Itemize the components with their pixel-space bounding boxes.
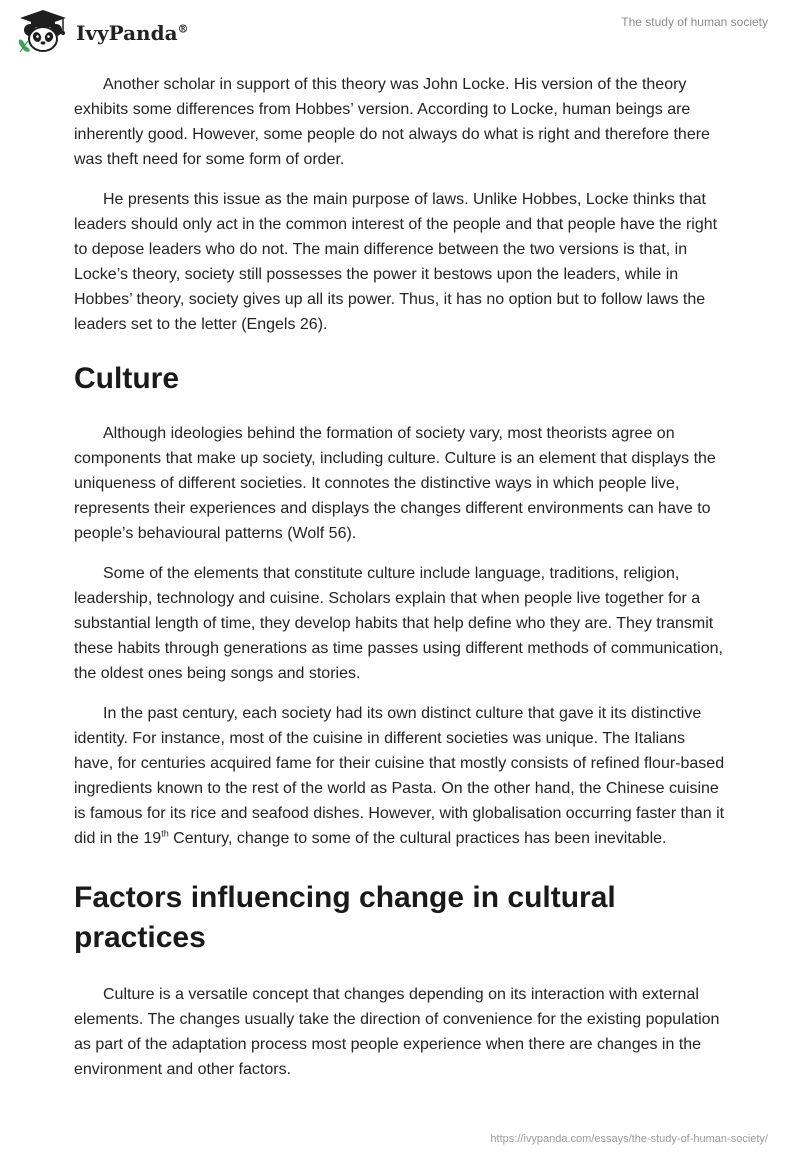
ordinal-suffix: th	[161, 828, 169, 839]
paragraph: Although ideologies behind the formation of society vary, most theorists agree on components that make up society, including culture. Culture is an element that displays the uniqueness of different societies. It connotes the distinctive ways in which people live, represents their experiences and displays the changes different environments can have to people’s behavioural patterns (Wolf 56).	[74, 425, 716, 542]
paragraph-text: In the past century, each society had its own distinct culture that gave it its distinctive identity. For instance, most of the cuisine in different societies was unique. The Italians have, for centuries acquired fame for their cuisine that mostly consists of refined flour-based ingredients known to the rest of the world as Pasta. On the other hand, the Chinese cuisine is famous for its rice and seafood dishes. However, with globalisation occurring faster than it did in the 19	[74, 705, 725, 847]
source-url[interactable]: https://ivypanda.com/essays/the-study-of-human-society/	[490, 1133, 768, 1145]
paragraph	[74, 701, 726, 851]
paragraph: He presents this issue as the main purpose of laws. Unlike Hobbes, Locke thinks that leaders should only act in the common interest of the people and that people have the right to depose leaders who do not. The main difference between the two versions is that, in Locke’s theory, society still possesses the power it bestows upon the leaders, while in Hobbes’ theory, society gives up all its power. Thus, it has no option but to follow laws the leaders set to the letter (Engels 26).	[74, 191, 718, 333]
logo-wordmark: IvyPanda®	[76, 21, 189, 45]
section-heading-factors: Factors influencing change in cultural practices	[74, 881, 616, 954]
page-header	[0, 0, 800, 60]
panda-graduation-cap-icon	[14, 8, 72, 54]
document-title: The study of human society	[621, 15, 768, 29]
paragraph: Culture is a versatile concept that changes depending on its interaction with external elements. The changes usually take the direction of convenience for the existing population as part of the adaptation process most people experience when there are changes in the environment and other factors.	[74, 986, 720, 1078]
registered-mark: ®	[177, 22, 189, 36]
essay-body	[74, 72, 726, 1097]
paragraph: Another scholar in support of this theory was John Locke. His version of the theory exhibits some differences from Hobbes’ version. According to Locke, human beings are inherently good. However, some people do not always do what is right and therefore there was theft need for some form of order.	[74, 76, 710, 168]
section-heading-culture: Culture	[74, 362, 179, 395]
paragraph-text: Century, change to some of the cultural practices has been inevitable.	[168, 830, 667, 847]
ivypanda-logo[interactable]	[14, 8, 189, 54]
paragraph: Some of the elements that constitute culture include language, traditions, religion, leadership, technology and cuisine. Scholars explain that when people live together for a substantial length of time, they develop habits that help define who they are. They transmit these habits through generations as time passes using different methods of communication, the oldest ones being songs and stories.	[74, 565, 723, 682]
